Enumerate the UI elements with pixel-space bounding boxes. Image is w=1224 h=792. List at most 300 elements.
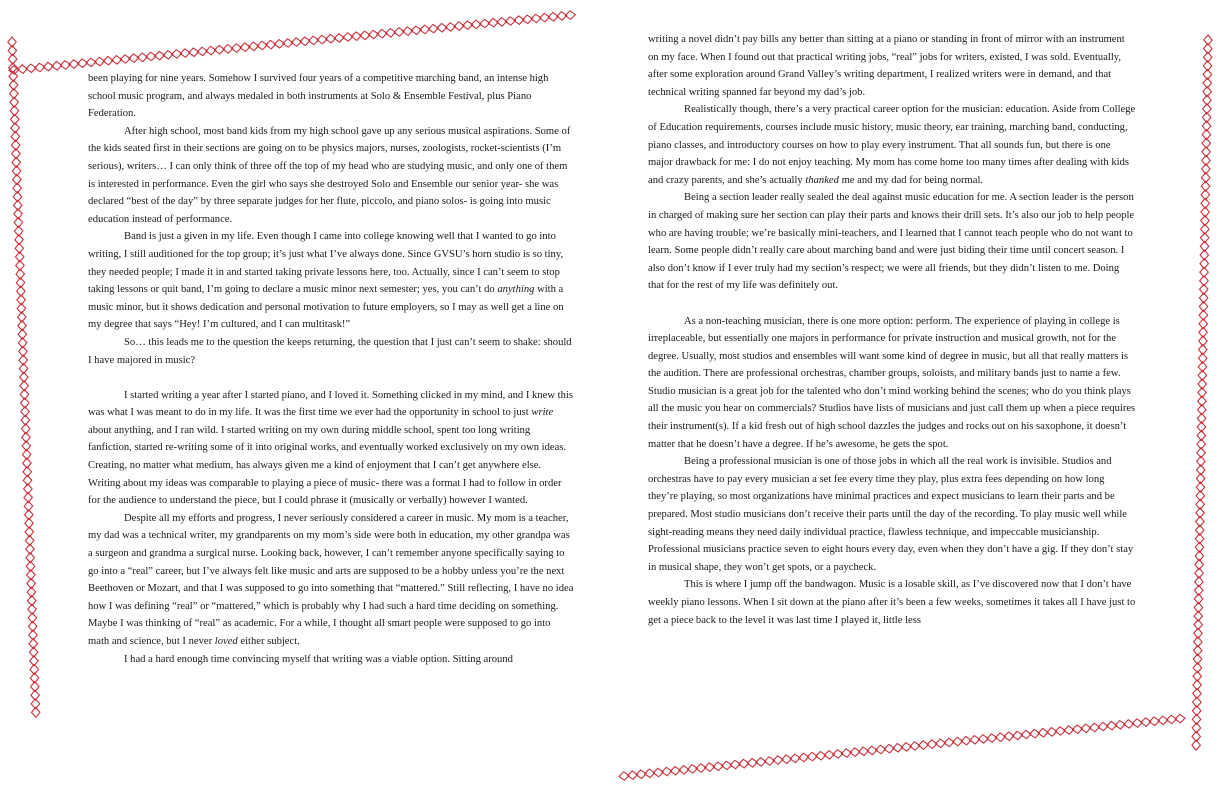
border-diamond: [1198, 353, 1207, 363]
emphasized-word: anything: [497, 284, 535, 296]
border-diamond: [12, 149, 21, 159]
border-diamond: [1013, 731, 1023, 739]
border-diamond: [206, 46, 216, 55]
border-diamond: [214, 46, 224, 54]
border-diamond: [1202, 155, 1211, 165]
border-diamond: [1194, 646, 1203, 656]
border-diamond: [17, 303, 26, 313]
border-diamond: [1198, 396, 1207, 406]
border-diamond: [360, 31, 370, 39]
border-diamond: [1194, 620, 1203, 630]
border-diamond: [129, 54, 139, 63]
paragraph: [88, 651, 574, 669]
border-diamond: [19, 346, 28, 356]
border-diamond: [1203, 69, 1212, 79]
emphasized-word: write: [531, 407, 554, 419]
border-diamond: [13, 175, 22, 185]
border-diamond: [730, 760, 740, 769]
border-diamond: [1038, 729, 1048, 738]
border-diamond: [523, 15, 533, 23]
border-diamond: [274, 40, 284, 48]
border-diamond: [1132, 719, 1142, 728]
border-diamond: [628, 771, 638, 779]
border-diamond: [27, 579, 36, 589]
border-diamond: [936, 739, 946, 748]
border-diamond: [22, 432, 31, 442]
border-diamond: [1197, 465, 1206, 475]
border-diamond: [29, 630, 38, 640]
border-diamond: [1198, 405, 1207, 415]
border-diamond: [662, 767, 672, 775]
border-diamond: [137, 53, 147, 62]
border-diamond: [343, 33, 353, 42]
border-diamond: [1201, 181, 1210, 191]
border-diamond: [403, 27, 413, 36]
border-diamond: [146, 52, 156, 61]
border-diamond: [1193, 671, 1202, 681]
border-diamond: [893, 744, 903, 753]
border-diamond: [1199, 293, 1208, 303]
border-diamond: [1196, 482, 1205, 492]
border-diamond: [43, 62, 53, 70]
border-diamond: [14, 200, 23, 210]
border-diamond: [52, 62, 62, 71]
border-diamond: [27, 587, 36, 597]
border-diamond: [283, 39, 293, 48]
border-diamond: [1197, 431, 1206, 441]
border-diamond: [26, 561, 35, 571]
border-diamond: [841, 749, 851, 758]
border-diamond: [1192, 706, 1201, 716]
border-diamond: [765, 757, 775, 765]
border-diamond: [1199, 319, 1208, 329]
border-diamond: [232, 44, 242, 53]
border-diamond: [1193, 689, 1202, 699]
left-page-text: [88, 70, 574, 668]
border-diamond: [1202, 138, 1211, 148]
border-diamond: [1202, 130, 1211, 140]
border-diamond: [824, 751, 834, 759]
border-diamond: [488, 18, 498, 27]
border-diamond: [257, 41, 267, 49]
border-diamond: [1192, 740, 1201, 750]
border-diamond: [1195, 568, 1204, 578]
border-diamond: [1149, 717, 1159, 726]
text-run: with a music minor, but it shows dedication and personal motivation to future employers, so I may as well get a line on my degree that says “Hey! I’m cultured, and I can multitask!”: [88, 284, 564, 331]
border-diamond: [28, 613, 36, 623]
border-diamond: [995, 733, 1005, 742]
border-diamond: [619, 772, 629, 780]
border-diamond: [300, 37, 310, 46]
border-diamond: [722, 761, 732, 769]
border-diamond: [69, 60, 79, 68]
text-run: about anything, and I ran wild. I started writing on my own during middle school, spent too long writing fanfiction, started re-writing some of it into original works, and eventually worked exclusively on my own ideas. Creating, no matter what medium, has always given me a kind of enjoyment that I can’t get anywhere else. Writing about my ideas was comparable to playing a piece of music- there was a format I had to follow in order for the audience to understand the piece, but I could phrase it (musically or verbally) however I wanted.: [88, 424, 567, 507]
border-diamond: [1200, 233, 1209, 243]
border-diamond: [1200, 250, 1209, 260]
border-diamond: [876, 745, 886, 753]
border-diamond: [31, 699, 40, 709]
border-diamond: [19, 355, 28, 365]
border-diamond: [1203, 61, 1212, 71]
border-diamond: [21, 424, 30, 434]
border-diamond: [19, 364, 28, 374]
border-diamond: [1197, 456, 1206, 466]
border-diamond: [17, 295, 26, 305]
border-diamond: [1158, 716, 1168, 724]
emphasized-word: thanked: [805, 174, 839, 186]
border-diamond: [1124, 720, 1134, 728]
border-diamond: [23, 458, 32, 468]
border-diamond: [1199, 302, 1208, 312]
border-diamond: [22, 450, 31, 460]
border-diamond: [514, 16, 524, 25]
border-diamond: [17, 286, 26, 296]
border-diamond: [1195, 585, 1204, 595]
border-diamond: [1203, 104, 1212, 114]
border-diamond: [266, 40, 276, 49]
border-diamond: [377, 29, 387, 38]
border-diamond: [180, 49, 190, 57]
border-diamond: [20, 381, 29, 391]
border-diamond: [13, 192, 22, 202]
border-diamond: [1204, 52, 1213, 62]
border-diamond: [1196, 474, 1205, 484]
border-diamond: [1196, 499, 1205, 509]
text-run: I started writing a year after I started piano, and I loved it. Something clicked in my mind, and I knew this was what I was meant to do in my life. It was the first time we ever had the opportunity in school to just: [88, 389, 573, 419]
border-diamond: [927, 740, 937, 748]
border-diamond: [1064, 726, 1074, 734]
border-diamond: [32, 707, 41, 717]
border-diamond: [27, 570, 35, 580]
border-diamond: [12, 166, 20, 176]
border-diamond: [471, 20, 481, 29]
border-diamond: [16, 269, 25, 279]
border-diamond: [28, 604, 37, 614]
border-diamond: [9, 80, 17, 90]
border-diamond: [1193, 663, 1202, 673]
border-diamond: [240, 43, 250, 51]
border-diamond: [531, 14, 541, 23]
border-diamond: [1201, 198, 1210, 208]
border-diamond: [8, 37, 16, 47]
border-diamond: [21, 398, 30, 408]
emphasized-word: loved: [214, 636, 238, 647]
border-diamond: [22, 441, 30, 451]
border-diamond: [1201, 224, 1210, 234]
border-diamond: [1195, 560, 1204, 570]
text-run: Being a professional musician is one of those jobs in which all the real work is invisible. Studios and orchestras have to pay every musician a set fee every time they play, plus extra fees depending on how long they’re playing, so most organizations have minimal practices and expect musicians to learn their parts and be prepared. Most studio musicians don’t receive their parts until the day of the recording. To play music well while sight-reading means they need daily individual practice, flawless technique, and impeccable musicianship. Professional musicians practice seven to eight hours every day, even when they don’t have a gig. If they don’t stay in musical shape, they won’t get spots, or a paycheck.: [648, 456, 1134, 573]
border-diamond: [25, 527, 33, 537]
border-diamond: [9, 66, 19, 74]
border-diamond: [120, 55, 130, 63]
border-diamond: [10, 106, 19, 116]
border-diamond: [884, 744, 894, 753]
border-diamond: [18, 338, 27, 348]
border-diamond: [1204, 35, 1212, 45]
border-diamond: [15, 252, 24, 262]
border-diamond: [18, 65, 28, 74]
border-diamond: [197, 47, 207, 55]
border-diamond: [705, 763, 715, 772]
paragraph: [648, 576, 1136, 629]
text-run: either subject.: [237, 636, 300, 647]
paragraph: [88, 387, 574, 510]
border-diamond: [497, 18, 507, 27]
border-diamond: [1107, 721, 1117, 730]
border-diamond: [437, 24, 447, 33]
border-diamond: [8, 46, 17, 56]
border-diamond: [756, 758, 766, 767]
border-diamond: [636, 770, 646, 779]
border-diamond: [1021, 730, 1031, 738]
border-diamond: [1202, 112, 1211, 122]
border-diamond: [1192, 714, 1201, 724]
border-diamond: [60, 61, 70, 69]
text-run: So… this leads me to the question the keeps returning, the question that I just can’t seem to shake: should I have majored in music?: [88, 336, 572, 366]
border-diamond: [782, 755, 792, 764]
border-diamond: [1201, 216, 1210, 226]
border-diamond: [24, 493, 33, 503]
border-diamond: [1200, 267, 1209, 277]
border-diamond: [1175, 714, 1185, 722]
border-diamond: [326, 35, 336, 44]
border-diamond: [23, 467, 32, 477]
border-diamond: [20, 372, 29, 382]
border-diamond: [21, 407, 30, 417]
border-diamond: [1195, 551, 1204, 561]
border-diamond: [1204, 44, 1213, 54]
paragraph: [88, 334, 574, 369]
paragraph: [88, 70, 574, 123]
text-run: Band is just a given in my life. Even though I came into college knowing well that I wanted to go into writing, I still auditioned for the top group; it’s just what I’ve always done. Since GVSU’s horn studio is so tiny, they needed people; I made it in and started taking private lessons here, too. Actually, since I can’t seem to stop taking lessons or quit band, I’m going to declare a music minor next semester; yes, you can’t do: [88, 231, 564, 296]
border-diamond: [987, 734, 997, 743]
text-run: After high school, most band kids from my high school gave up any serious musical aspirations. Some of the kids seated first in their sections are going on to be physics majors, nurses, zoologists, rocket-scientists (I’m serious), writers… I can only think of three off the top of my head who are studying music, and only one of them is interested in performance. Even the girl who says she destroyed Solo and Ensemble our senior year- she was declared “best of the day” by three separate judges for her flute, piccolo, and piano solos- is going into music education instead of performance.: [88, 125, 571, 225]
border-diamond: [1072, 725, 1082, 733]
border-diamond: [1198, 388, 1207, 398]
border-diamond: [1202, 147, 1211, 157]
border-diamond: [16, 261, 25, 271]
border-diamond: [29, 647, 37, 657]
border-diamond: [9, 71, 18, 81]
paragraph: [648, 101, 1136, 189]
border-diamond: [1193, 654, 1202, 664]
border-diamond: [910, 742, 920, 750]
border-diamond: [1055, 727, 1065, 736]
text-run: Realistically though, there’s a very practical career option for the musician: education. Aside from College of Education requirements, courses include music history, music theory, ear training, marching band, conducting, piano classes, and introductory courses on how to play every instrument. That all sounds fun, but there is one major drawback for me: I do not enjoy teaching. My mom has come home too many times after dealing with kids and crazy parents, and she’s actually: [648, 104, 1136, 186]
border-diamond: [369, 30, 379, 38]
border-diamond: [29, 639, 38, 649]
border-diamond: [411, 26, 421, 34]
text-run: been playing for nine years. Somehow I survived four years of a competitive marching band, an intense high school music program, and always medaled in both instruments at Solo & Ensemble Festival, plus Piano Federation.: [88, 73, 549, 120]
border-diamond: [13, 183, 22, 193]
border-diamond: [679, 766, 689, 774]
border-diamond: [18, 329, 27, 339]
border-diamond: [1203, 95, 1212, 105]
border-diamond: [1196, 491, 1205, 501]
border-diamond: [103, 57, 113, 65]
border-diamond: [31, 690, 40, 700]
border-diamond: [14, 209, 22, 219]
border-diamond: [747, 759, 757, 768]
border-diamond: [26, 64, 36, 72]
border-diamond: [1115, 721, 1125, 729]
text-run: This is where I jump off the bandwagon. Music is a losable skill, as I’ve discovered now that I don’t have weekly piano lessons. When I sit down at the piano after it’s been a few weeks, sometimes it takes all I have just to get a piece back to the level it was last time I played it, little less: [648, 579, 1136, 626]
border-diamond: [1004, 732, 1014, 741]
border-diamond: [112, 56, 122, 65]
border-diamond: [1090, 723, 1100, 732]
border-diamond: [28, 596, 37, 606]
border-diamond: [1199, 327, 1208, 337]
border-diamond: [978, 735, 988, 743]
right-page-text: [648, 31, 1136, 629]
border-diamond: [11, 114, 20, 124]
paragraph: [88, 228, 574, 334]
border-diamond: [1194, 611, 1203, 621]
border-diamond: [10, 89, 19, 99]
border-diamond: [653, 768, 663, 777]
border-diamond: [1201, 173, 1210, 183]
border-diamond: [713, 762, 723, 770]
border-diamond: [428, 24, 438, 32]
border-diamond: [163, 51, 173, 59]
border-diamond: [1194, 637, 1203, 647]
border-diamond: [645, 769, 655, 778]
border-diamond: [1199, 345, 1208, 355]
border-diamond: [30, 664, 39, 674]
border-diamond: [454, 22, 464, 31]
border-diamond: [833, 750, 843, 759]
border-diamond: [18, 312, 27, 322]
paragraph: [648, 189, 1136, 295]
border-diamond: [944, 738, 954, 747]
border-diamond: [918, 741, 928, 749]
border-diamond: [480, 19, 490, 27]
border-diamond: [317, 35, 327, 44]
border-diamond: [1198, 362, 1207, 372]
border-diamond: [1194, 594, 1203, 604]
border-diamond: [1198, 370, 1207, 380]
border-diamond: [24, 501, 33, 511]
border-diamond: [1196, 525, 1205, 535]
border-diamond: [1203, 78, 1212, 88]
border-diamond: [1199, 336, 1208, 346]
border-diamond: [1199, 310, 1208, 320]
paragraph: [88, 123, 574, 229]
border-diamond: [1200, 241, 1209, 251]
border-diamond: [10, 97, 19, 107]
text-run: As a non-teaching musician, there is one more option: perform. The experience of playing in college is irreplaceable, but essentially one majors in performance for private instruction and musical growth, not for the degree. Usually, most studios and ensembles will want some kind of degree in music, but all that really matters is the audition. There are professional orchestras, chamber groups, soloists, and military bands just to name a few. Studio musician is a great job for the talented who don’t mind working behind the scenes; who do you think plays all the music you hear on commercials? Studios have lists of musicians and just call them up when a piece requires their instrument(s). If a kid fresh out of high school dazzles the judges and rocks out on his saxophone, it doesn’t matter that he doesn’t have a degree. If he’s awesome, he gets the spot.: [648, 315, 1136, 450]
text-run: writing a novel didn’t pay bills any better than sitting at a piano or standing in front of mirror with an instrument on my face. When I found out that practical writing jobs, “real” jobs for writers, existed, I was sold. Eventually, after some exploration around Grand Valley’s writing department, I realized writers were in demand, and that technical writing spanned far beyond my dad’s job.: [648, 34, 1125, 98]
border-diamond: [1141, 718, 1151, 727]
border-diamond: [1193, 697, 1202, 707]
paragraph: [648, 313, 1136, 454]
border-diamond: [11, 132, 20, 142]
border-diamond: [23, 475, 32, 485]
border-diamond: [505, 17, 515, 25]
border-diamond: [25, 536, 34, 546]
text-run: Despite all my efforts and progress, I never seriously considered a career in music. My mom is a teacher, my dad was a technical writer, my grandparents on my mom’s side were both in education, my other grandpa was a surgeon and grandma a surgical nurse. Looking back, however, I can’t remember anyone specifically saying to go into a “real” career, but I’ve always felt like music and arts are supposed to be a hobby unless you’re the next Beethoven or Mozart, and that I was supposed to go into something that “mattered.” Still reflecting, I have no idea how I was defining “real” or “mattered,” which is probably why I had such a hard time deciding on something. Maybe I was thinking of “real” as academic. For a while, I thought all smart people were supposed to go into math and science, but I never: [88, 512, 574, 647]
border-diamond: [1195, 577, 1204, 587]
border-diamond: [155, 51, 165, 60]
border-diamond: [850, 748, 860, 757]
border-diamond: [12, 157, 21, 167]
border-diamond: [859, 747, 869, 755]
border-diamond: [463, 21, 473, 29]
border-diamond: [565, 11, 575, 19]
border-diamond: [970, 736, 980, 744]
border-diamond: [739, 759, 749, 768]
border-diamond: [189, 48, 199, 57]
border-diamond: [20, 389, 29, 399]
border-diamond: [1098, 722, 1108, 731]
border-diamond: [1192, 732, 1201, 742]
border-diamond: [15, 235, 23, 245]
border-diamond: [1047, 728, 1057, 737]
border-diamond: [1195, 534, 1204, 544]
border-diamond: [95, 57, 105, 66]
border-diamond: [1203, 87, 1212, 97]
border-diamond: [26, 553, 35, 563]
border-diamond: [807, 752, 817, 761]
border-diamond: [1201, 207, 1210, 217]
border-diamond: [394, 28, 404, 37]
border-diamond: [773, 756, 783, 764]
border-diamond: [961, 737, 971, 745]
border-diamond: [1195, 542, 1204, 552]
border-diamond: [1197, 413, 1206, 423]
border-diamond: [1194, 628, 1202, 638]
border-diamond: [816, 752, 826, 760]
border-diamond: [30, 656, 39, 666]
border-diamond: [21, 415, 30, 425]
border-diamond: [31, 682, 39, 692]
border-diamond: [1200, 259, 1209, 269]
border-diamond: [1193, 680, 1202, 690]
border-diamond: [1030, 729, 1040, 738]
text-run: I had a hard enough time convincing myself that writing was a viable option. Sitting around: [124, 653, 513, 665]
border-diamond: [11, 140, 20, 150]
border-diamond: [1081, 724, 1091, 733]
border-diamond: [16, 278, 25, 288]
border-diamond: [1194, 603, 1203, 613]
border-diamond: [1197, 422, 1206, 432]
border-diamond: [557, 12, 567, 20]
border-diamond: [1200, 276, 1209, 286]
paragraph: [88, 510, 574, 651]
border-diamond: [309, 36, 319, 45]
paragraph: [648, 31, 1136, 101]
border-diamond: [28, 621, 37, 631]
border-diamond: [1167, 715, 1177, 723]
border-diamond: [1197, 439, 1206, 449]
border-diamond: [548, 13, 558, 22]
border-diamond: [172, 50, 182, 59]
border-diamond: [292, 38, 302, 46]
border-diamond: [953, 737, 963, 746]
text-run: Being a section leader really sealed the deal against music education for me. A section leader is the person in charged of making sure her section can play their parts and knows their drill sets. It’s also our job to help people who are having trouble; we’re basically mini-teachers, and I learned that I cannot teach people who do not want to learn. Some people didn’t really care about marching band and were just biding their time until concert season. I also don’t know if I ever truly had my section’s respect; we were all friends, but they didn’t listen to me. Doing that for the rest of my life was definitely out.: [648, 192, 1135, 292]
border-diamond: [696, 764, 706, 773]
border-diamond: [14, 218, 23, 228]
border-diamond: [540, 13, 550, 21]
border-diamond: [15, 243, 23, 253]
border-diamond: [386, 29, 396, 37]
border-diamond: [9, 63, 18, 73]
border-diamond: [223, 45, 233, 54]
border-diamond: [790, 754, 800, 763]
text-run: me and my dad for being normal.: [838, 174, 984, 186]
border-diamond: [334, 34, 344, 42]
border-diamond: [670, 767, 680, 775]
